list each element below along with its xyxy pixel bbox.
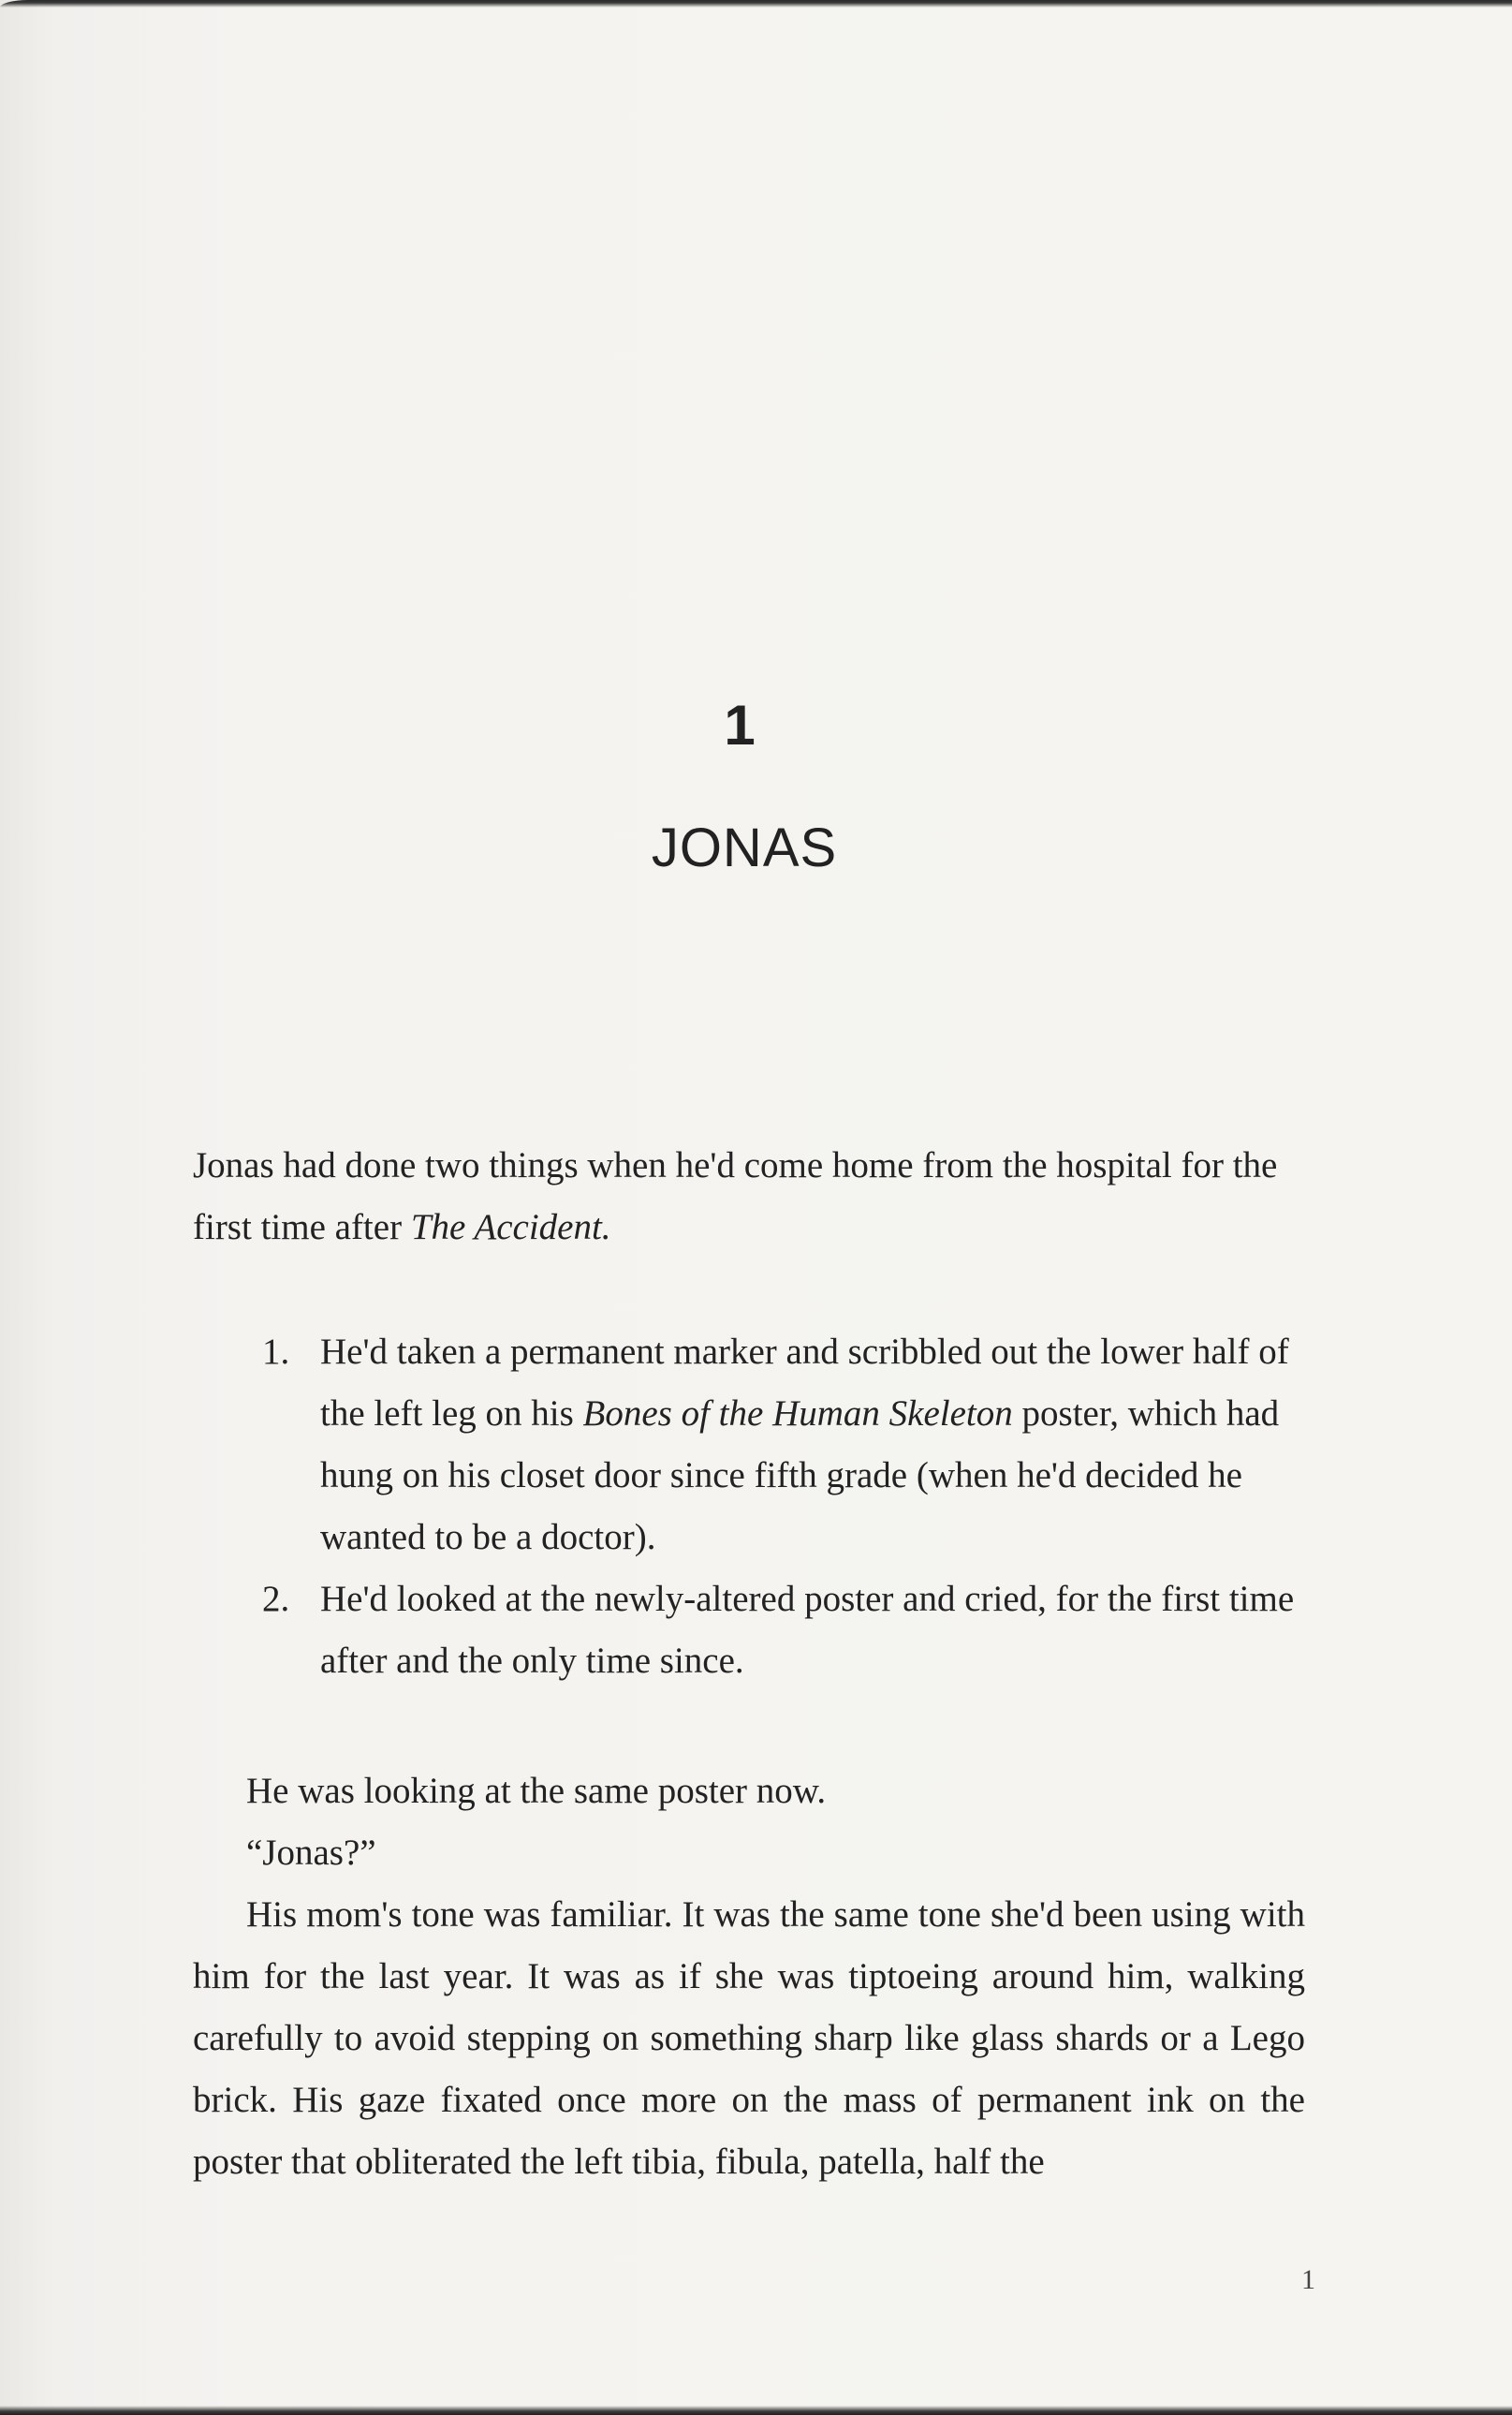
list-item-number: 2. <box>262 1579 290 1619</box>
intro-italic-text: The Accident. <box>410 1207 611 1247</box>
body-paragraph: He was looking at the same poster now. <box>246 1771 827 1811</box>
body-paragraph: His mom's tone was familiar. It was the same tone she'd been using with him for the last year. It was as if she was tiptoeing around him, walking carefully to avoid stepping on something sharp like glass shards or a Lego brick. His gaze fixated once more on the mass of permanent ink on the poster that obliterated the left tibia, fibula, patella, half the <box>193 1894 1305 2182</box>
list-item-italic-text: Bones of the Human Skeleton <box>582 1393 1013 1434</box>
list-item-text: He'd taken a permanent marker and scribbled out the lower half of the left leg on his <box>320 1332 1289 1434</box>
list-item-number: 1. <box>262 1332 290 1372</box>
page-bottom-edge-shadow <box>0 2406 1512 2415</box>
intro-text: Jonas had done two things when he'd come home from the hospital for the first time after <box>193 1145 1278 1247</box>
numbered-list <box>262 1321 1311 1692</box>
list-item-text-after: poster, which had hung on his closet door since fifth grade (when he'd decided he wanted to be a doctor). <box>320 1393 1280 1557</box>
body-text <box>193 1760 1305 2193</box>
chapter-number: 1 <box>724 694 756 757</box>
body-paragraph: “Jonas?” <box>246 1833 376 1873</box>
list-item <box>262 1321 1311 1568</box>
page-number: 1 <box>1301 2264 1315 2295</box>
list-item-text: He'd looked at the newly-altered poster and cried, for the first time after and the only time since. <box>320 1579 1295 1681</box>
chapter-title: JONAS <box>651 817 838 878</box>
list-item <box>262 1568 1311 1692</box>
page-top-edge-shadow <box>0 0 1512 7</box>
intro-paragraph <box>193 1135 1307 1259</box>
